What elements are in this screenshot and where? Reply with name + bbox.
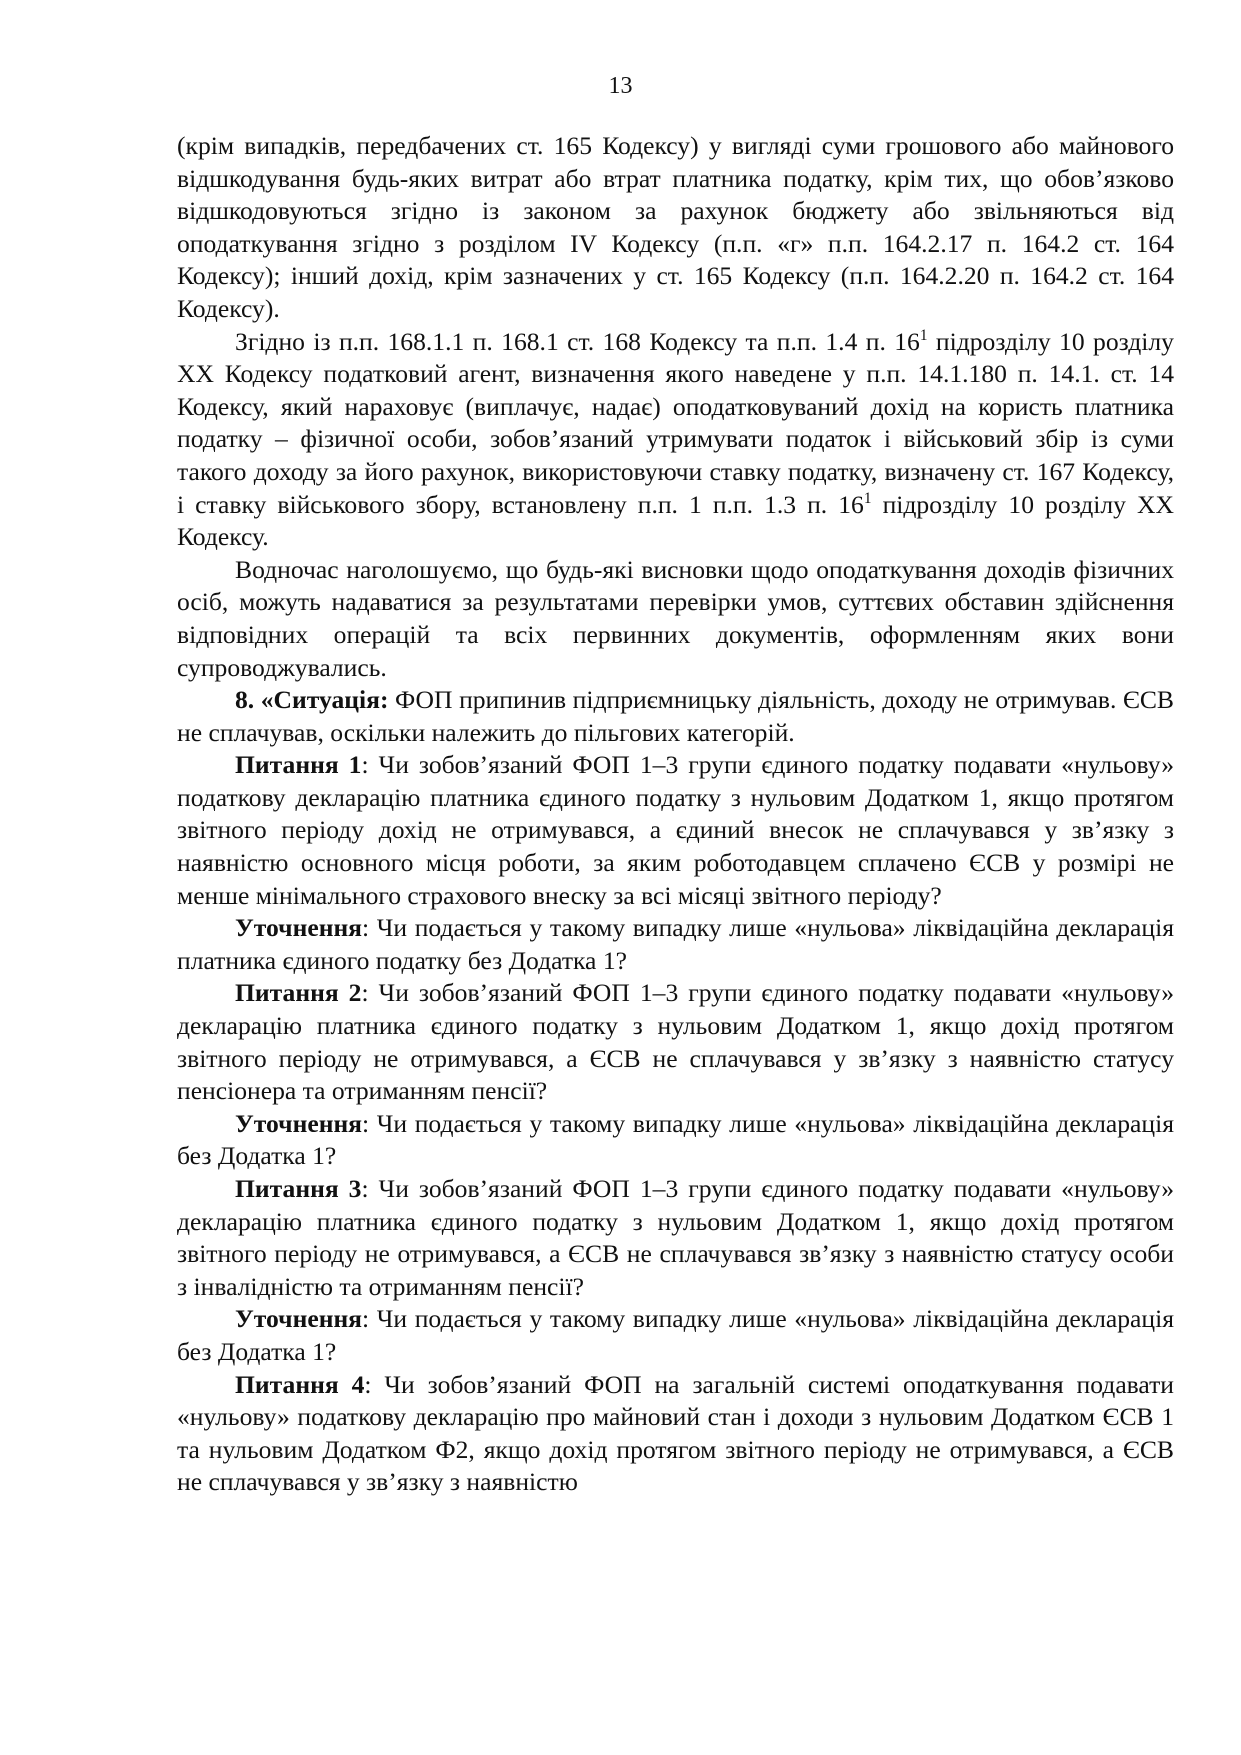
question-1 bbox=[177, 749, 1174, 912]
clarification-text: : Чи подається у такому випадку лише «нульова» ліквідаційна декларація платника єдиного податку без Додатка 1? bbox=[177, 913, 1174, 975]
text-run: підрозділу 10 розділу XX Кодексу податковий агент, визначення якого наведене у п.п. 14.1.180 п. 14.1. ст. 14 Кодексу, який нараховує (виплачує, надає) оподатковуваний дохід на користь платника податку – фізичної особи, зобов’язаний утримувати податок і військовий збір із суми такого доходу за його рахунок, використовуючи ставку податку, визначену ст. 167 Кодексу, і ставку військового збору, встановлену п.п. 1 п.п. 1.3 п. 16 bbox=[177, 326, 1174, 519]
clarification-2 bbox=[177, 1108, 1174, 1173]
clarification-1 bbox=[177, 912, 1174, 977]
clarification-text: : Чи подається у такому випадку лише «нульова» ліквідаційна декларація без Додатка 1? bbox=[177, 1108, 1174, 1171]
superscript: 1 bbox=[919, 326, 928, 344]
question-text: : Чи зобов’язаний ФОП 1–3 групи єдиного податку подавати «нульову» податкову декларацію платника єдиного податку з нульовим Додатком 1, якщо протягом звітного періоду дохід не отримувався, а єдиний внесок не сплачувався у зв’язку з наявністю основного місця роботи, за яким роботодавцем сплачено ЄСВ у розмірі не менше мінімального страхового внеску за всі місяці звітного періоду? bbox=[177, 750, 1174, 910]
question-4 bbox=[177, 1369, 1174, 1499]
superscript: 1 bbox=[863, 489, 872, 507]
paragraph-situation bbox=[177, 684, 1174, 749]
question-label: Питання 2 bbox=[235, 978, 362, 1008]
question-label: Питання 1 bbox=[235, 750, 362, 780]
clarification-3 bbox=[177, 1303, 1174, 1368]
question-3 bbox=[177, 1173, 1174, 1303]
question-2 bbox=[177, 977, 1174, 1107]
situation-text: ФОП припинив підприємницьку діяльність, доходу не отримував. ЄСВ не сплачував, оскільки належить до пільгових категорій. bbox=[177, 685, 1174, 747]
question-text: : Чи зобов’язаний ФОП 1–3 групи єдиного податку подавати «нульову» декларацію платника єдиного податку з нульовим Додатком 1, якщо дохід протягом звітного періоду не отримувався, а ЄСВ не сплачувався у зв’язку з наявністю статусу пенсіонера та отриманням пенсії? bbox=[177, 978, 1174, 1106]
clarification-label: Уточнення bbox=[235, 913, 363, 943]
page-number: 13 bbox=[608, 73, 633, 99]
text-run: Згідно із п.п. 168.1.1 п. 168.1 ст. 168 Кодексу та п.п. 1.4 п. 16 bbox=[235, 326, 920, 356]
clarification-text: : Чи подається у такому випадку лише «нульова» ліквідаційна декларація без Додатка 1? bbox=[177, 1304, 1174, 1366]
paragraph-continuation: (крім випадків, передбачених ст. 165 Кодексу) у вигляді суми грошового або майнового відшкодування будь-яких витрат або втрат платника податку, крім тих, що обов’язково відшкодовуються згідно із законом за рахунок бюджету або звільняються від оподаткування згідно з розділом IV Кодексу (п.п. «г» п.п. 164.2.17 п. 164.2 ст. 164 Кодексу); інший дохід, крім зазначених у ст. 165 Кодексу (п.п. 164.2.20 п. 164.2 ст. 164 Кодексу). bbox=[177, 131, 1174, 323]
paragraph-tax-agent bbox=[177, 326, 1174, 554]
question-text: : Чи зобов’язаний ФОП 1–3 групи єдиного податку подавати «нульову» декларацію платника єдиного податку з нульовим Додатком 1, якщо дохід протягом звітного періоду не отримувався, а ЄСВ не сплачувався зв’язку з наявністю статусу особи з інвалідністю та отриманням пенсії? bbox=[177, 1174, 1174, 1301]
question-text: : Чи зобов’язаний ФОП на загальній системі оподаткування подавати «нульову» податкову декларацію про майновий стан і доходи з нульовим Додатком ЄСВ 1 та нульовим Додатком Ф2, якщо дохід протягом звітного періоду не отримувався, а ЄСВ не сплачувався у зв’язку з наявністю bbox=[177, 1369, 1175, 1497]
clarification-label: Уточнення bbox=[235, 1304, 363, 1334]
text-run: підрозділу 10 розділу XX Кодексу. bbox=[177, 489, 1174, 552]
document-body bbox=[177, 130, 1174, 1499]
question-label: Питання 4 bbox=[235, 1369, 365, 1399]
clarification-label: Уточнення bbox=[235, 1108, 363, 1138]
question-label: Питання 3 bbox=[235, 1174, 362, 1203]
paragraph-note: Водночас наголошуємо, що будь-які висновки щодо оподаткування доходів фізичних осіб, можуть надаватися за результатами перевірки умов, суттєвих обставин здійснення відповідних операцій та всіх первинних документів, оформленням яких вони супроводжувались. bbox=[177, 554, 1174, 682]
situation-heading: 8. «Ситуація: bbox=[235, 685, 389, 715]
